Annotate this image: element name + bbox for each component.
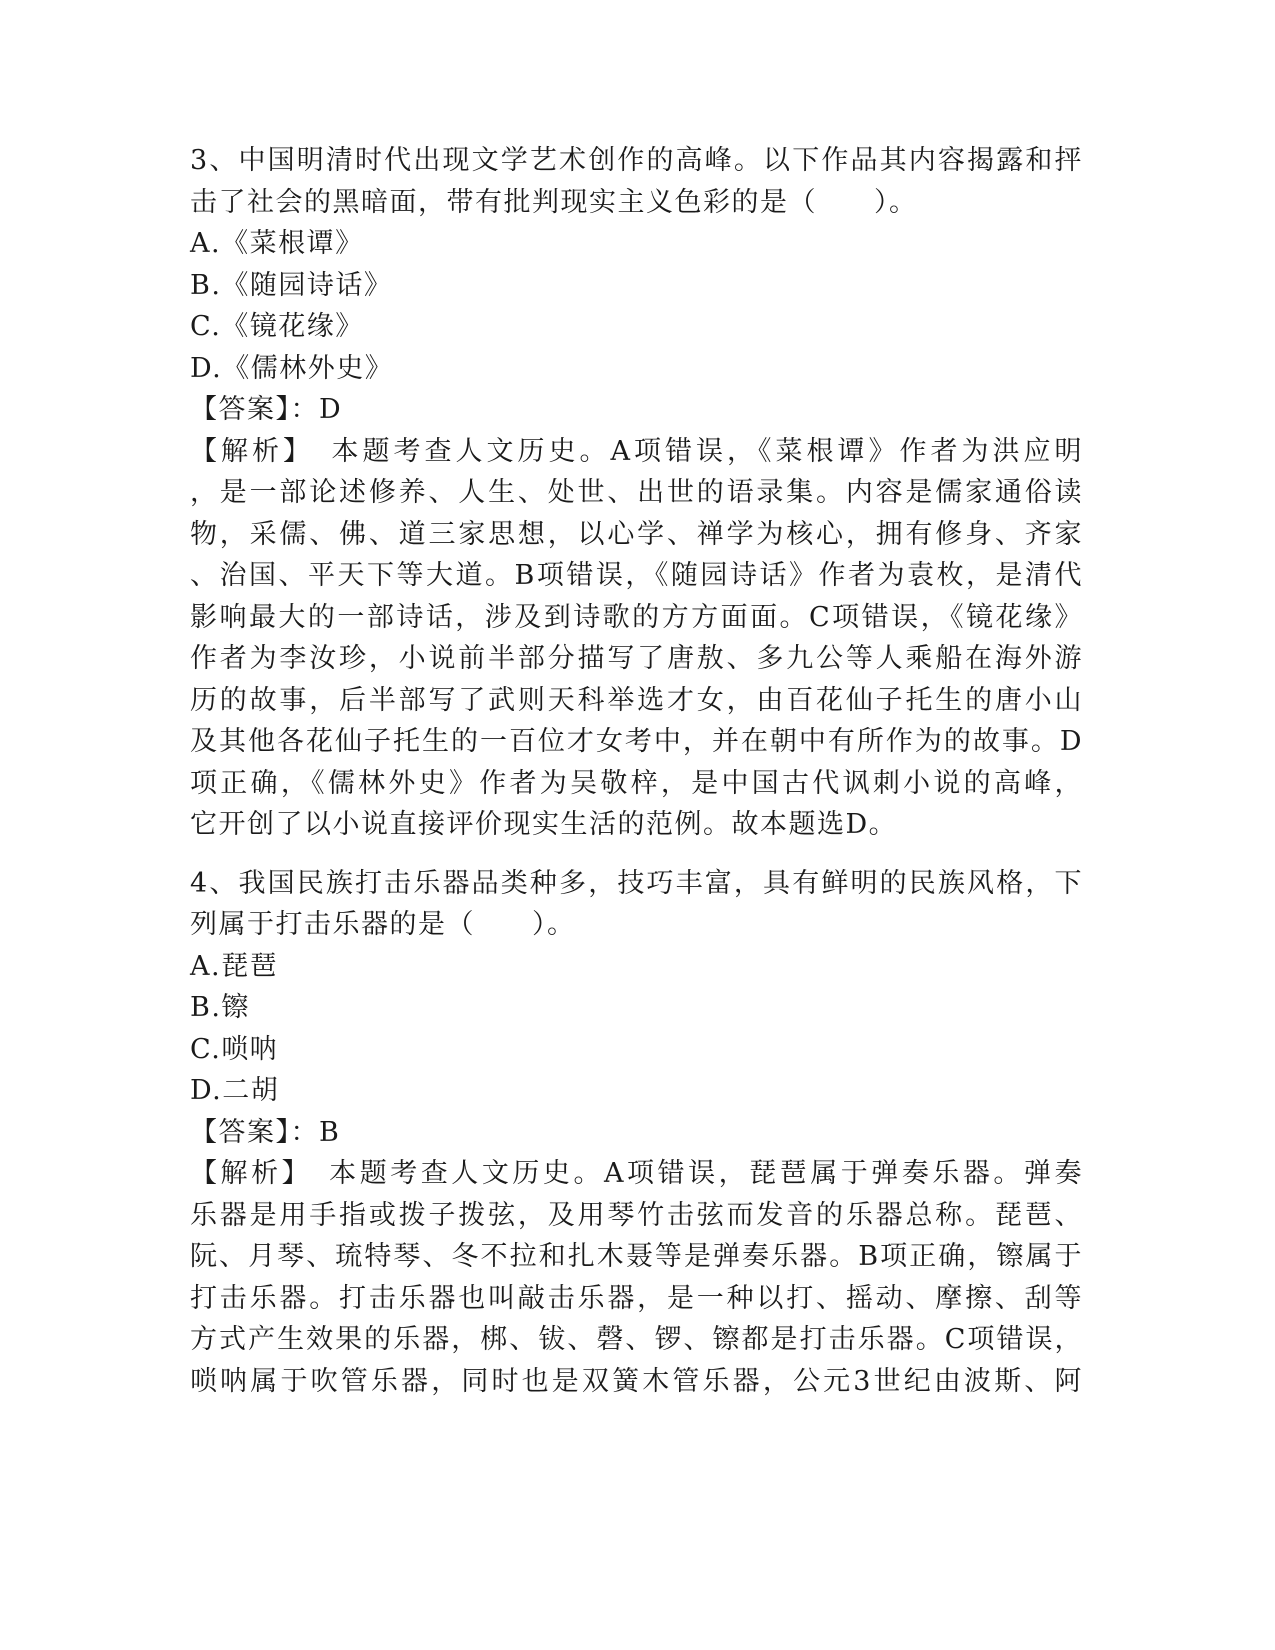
analysis-line: 【解析】 本题考查人文历史。A项错误，琵琶属于弹奏乐器。弹奏	[190, 1158, 1083, 1189]
analysis-line: 历的故事，后半部写了武则天科举选才女，由百花仙子托生的唐小山	[190, 685, 1083, 716]
answer-line: 【答案】：D	[190, 394, 343, 425]
option-d: D.《儒林外史》	[190, 353, 394, 384]
analysis-line: 方式产生效果的乐器，梆、钹、磬、锣、镲都是打击乐器。C项错误，	[190, 1324, 1083, 1355]
option-a: A.琵琶	[190, 951, 279, 982]
option-b: B.镲	[190, 992, 250, 1023]
analysis-line: 物，采儒、佛、道三家思想，以心学、禅学为核心，拥有修身、齐家	[190, 519, 1083, 550]
analysis-line: 影响最大的一部诗话，涉及到诗歌的方方面面。C项错误，《镜花缘》	[190, 602, 1083, 633]
analysis-line: 及其他各花仙子托生的一百位才女考中，并在朝中有所作为的故事。D	[190, 726, 1083, 757]
analysis-line: 乐器是用手指或拨子拨弦，及用琴竹击弦而发音的乐器总称。琵琶、	[190, 1200, 1083, 1231]
option-d: D.二胡	[190, 1075, 280, 1106]
analysis-line: 阮、月琴、琉特琴、冬不拉和扎木聂等是弹奏乐器。B项正确，镲属于	[190, 1241, 1083, 1272]
analysis-line: 、治国、平天下等大道。B项错误，《随园诗话》作者为袁枚，是清代	[190, 560, 1083, 591]
analysis-line: 打击乐器。打击乐器也叫敲击乐器，是一种以打、摇动、摩擦、刮等	[190, 1283, 1083, 1314]
analysis-line: ，是一部论述修养、人生、处世、出世的语录集。内容是儒家通俗读	[190, 477, 1083, 508]
analysis-line: 【解析】 本题考查人文历史。A项错误，《菜根谭》作者为洪应明	[190, 436, 1083, 467]
analysis-line: 作者为李汝珍，小说前半部分描写了唐敖、多九公等人乘船在海外游	[190, 643, 1083, 674]
analysis-line: 项正确，《儒林外史》作者为吴敬梓，是中国古代讽刺小说的高峰，	[190, 768, 1083, 799]
answer-line: 【答案】：B	[190, 1117, 341, 1148]
question-stem-line: 3、中国明清时代出现文学艺术创作的高峰。以下作品其内容揭露和抨	[190, 145, 1083, 176]
question-stem-line: 击了社会的黑暗面，带有批判现实主义色彩的是（ ）。	[190, 187, 918, 218]
analysis-line: 唢呐属于吹管乐器，同时也是双簧木管乐器，公元3世纪由波斯、阿	[190, 1366, 1083, 1397]
option-a: A.《菜根谭》	[190, 228, 364, 259]
option-b: B.《随园诗话》	[190, 270, 393, 301]
option-c: C.《镜花缘》	[190, 311, 364, 342]
question-stem-line: 列属于打击乐器的是（ ）。	[190, 909, 576, 940]
analysis-line: 它开创了以小说直接评价现实生活的范例。故本题选D。	[190, 809, 898, 840]
question-stem-line: 4、我国民族打击乐器品类种多，技巧丰富，具有鲜明的民族风格，下	[190, 868, 1083, 899]
option-c: C.唢呐	[190, 1034, 279, 1065]
